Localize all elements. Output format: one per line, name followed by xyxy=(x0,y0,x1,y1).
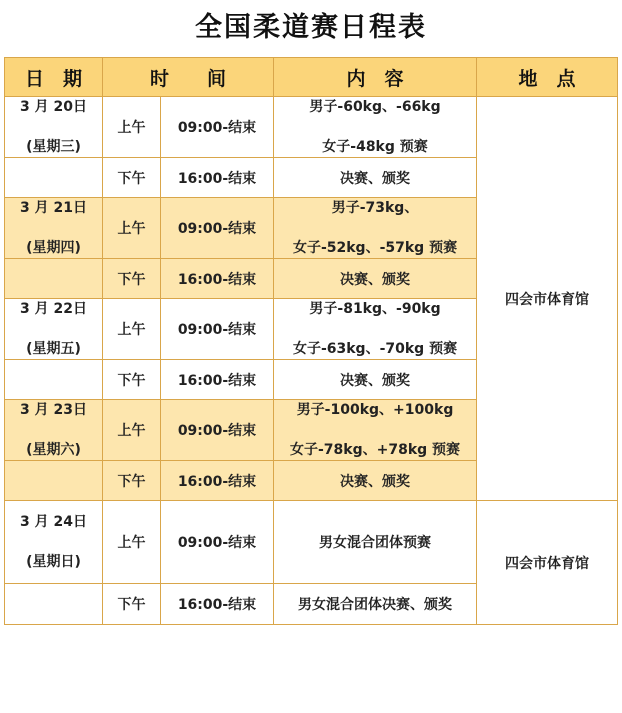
content-cell xyxy=(274,299,477,360)
period-cell: 下午 xyxy=(103,158,161,198)
period-cell: 上午 xyxy=(103,198,161,259)
content-line: 女子-78kg、+78kg 预赛 xyxy=(289,442,461,458)
header-venue: 地 点 xyxy=(477,58,618,97)
content-cell xyxy=(274,97,477,158)
date-cell xyxy=(5,97,103,158)
period-cell: 下午 xyxy=(103,259,161,299)
date-text: 3 月 20日 xyxy=(20,99,87,115)
time-cell: 16:00-结束 xyxy=(161,259,274,299)
content-cell xyxy=(274,198,477,259)
content-cell: 决赛、颁奖 xyxy=(274,259,477,299)
table-row xyxy=(5,501,618,584)
weekday-text: (星期三) xyxy=(26,139,81,155)
content-cell: 男女混合团体预赛 xyxy=(274,501,477,584)
header-content: 内 容 xyxy=(274,58,477,97)
time-cell: 16:00-结束 xyxy=(161,360,274,400)
date-text: 3 月 22日 xyxy=(20,301,87,317)
weekday-text: (星期四) xyxy=(26,240,81,256)
header-date: 日 期 xyxy=(5,58,103,97)
date-cell-empty xyxy=(5,259,103,299)
period-cell: 上午 xyxy=(103,501,161,584)
content-cell: 决赛、颁奖 xyxy=(274,158,477,198)
schedule-table xyxy=(4,57,618,625)
date-cell-empty xyxy=(5,360,103,400)
date-cell xyxy=(5,400,103,461)
content-cell: 决赛、颁奖 xyxy=(274,461,477,501)
date-text: 3 月 24日 xyxy=(20,514,87,530)
content-line: 男子-81kg、-90kg xyxy=(309,301,441,317)
date-cell xyxy=(5,198,103,259)
date-cell-empty xyxy=(5,584,103,625)
content-line: 女子-52kg、-57kg 预赛 xyxy=(292,240,458,256)
content-cell: 决赛、颁奖 xyxy=(274,360,477,400)
period-cell: 上午 xyxy=(103,299,161,360)
page-title: 全国柔道赛日程表 xyxy=(195,12,427,43)
time-cell: 16:00-结束 xyxy=(161,584,274,625)
content-line: 男子-60kg、-66kg xyxy=(309,99,441,115)
period-cell: 下午 xyxy=(103,461,161,501)
table-row xyxy=(5,97,618,158)
date-cell-empty xyxy=(5,461,103,501)
period-cell: 上午 xyxy=(103,400,161,461)
date-cell-empty xyxy=(5,158,103,198)
content-line: 男子-73kg、 xyxy=(331,200,419,216)
date-cell xyxy=(5,501,103,584)
venue-cell: 四会市体育馆 xyxy=(477,97,618,501)
venue-cell: 四会市体育馆 xyxy=(477,501,618,625)
header-time: 时 间 xyxy=(103,58,274,97)
content-cell: 男女混合团体决赛、颁奖 xyxy=(274,584,477,625)
content-cell xyxy=(274,400,477,461)
weekday-text: (星期日) xyxy=(26,554,81,570)
date-cell xyxy=(5,299,103,360)
time-cell: 09:00-结束 xyxy=(161,299,274,360)
period-cell: 上午 xyxy=(103,97,161,158)
time-cell: 16:00-结束 xyxy=(161,158,274,198)
time-cell: 16:00-结束 xyxy=(161,461,274,501)
content-line: 女子-48kg 预赛 xyxy=(322,139,428,155)
time-cell: 09:00-结束 xyxy=(161,501,274,584)
weekday-text: (星期六) xyxy=(26,442,81,458)
period-cell: 下午 xyxy=(103,584,161,625)
period-cell: 下午 xyxy=(103,360,161,400)
time-cell: 09:00-结束 xyxy=(161,97,274,158)
date-text: 3 月 23日 xyxy=(20,402,87,418)
time-cell: 09:00-结束 xyxy=(161,198,274,259)
date-text: 3 月 21日 xyxy=(20,200,87,216)
content-line: 男子-100kg、+100kg xyxy=(296,402,454,418)
table-header-row xyxy=(5,58,618,97)
weekday-text: (星期五) xyxy=(26,341,81,357)
time-cell: 09:00-结束 xyxy=(161,400,274,461)
content-line: 女子-63kg、-70kg 预赛 xyxy=(292,341,458,357)
